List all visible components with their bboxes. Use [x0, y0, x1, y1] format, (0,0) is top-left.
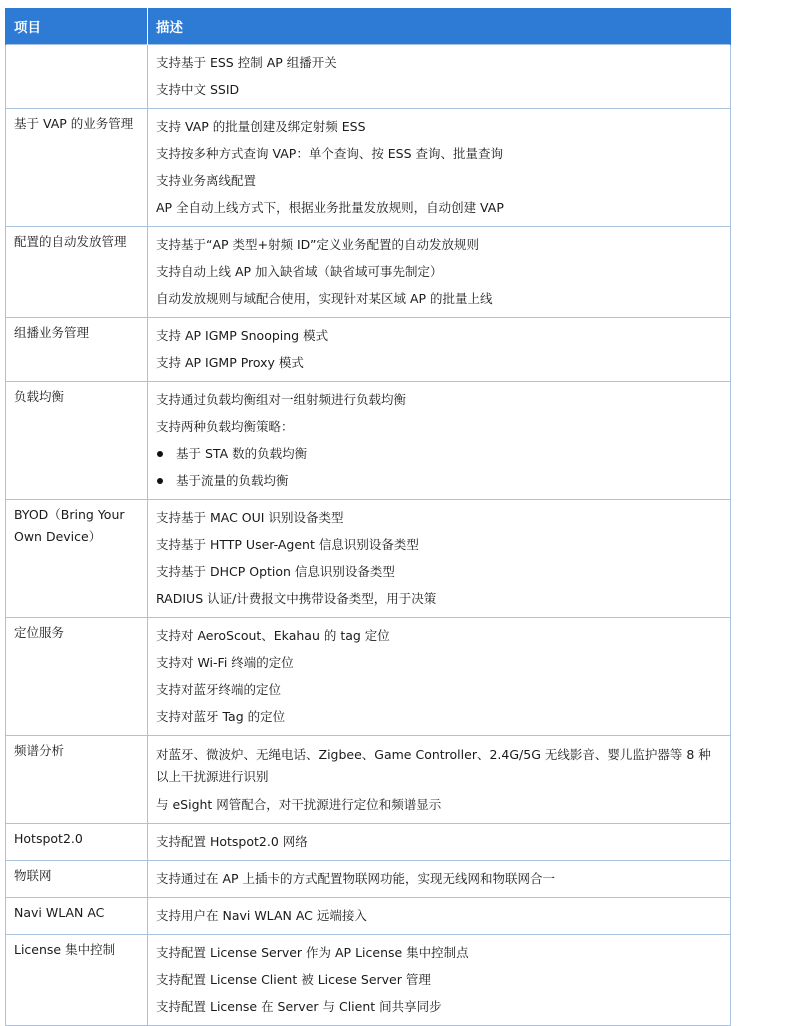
item-cell: 基于 VAP 的业务管理 — [6, 109, 148, 227]
table-row — [6, 736, 731, 824]
description-text: 支持对蓝牙 Tag 的定位 — [156, 709, 286, 724]
item-cell: Navi WLAN AC — [6, 898, 148, 935]
table-row — [6, 618, 731, 736]
item-cell: 负载均衡 — [6, 382, 148, 500]
description-text: 支持 AP IGMP Proxy 模式 — [156, 355, 304, 370]
table-row — [6, 227, 731, 318]
description-text: 支持基于 HTTP User-Agent 信息识别设备类型 — [156, 537, 419, 552]
description-text: 支持用户在 Navi WLAN AC 远端接入 — [156, 908, 367, 923]
item-cell: 组播业务管理 — [6, 318, 148, 382]
description-line — [156, 791, 722, 818]
description-line — [156, 703, 722, 730]
table-row — [6, 824, 731, 861]
description-cell — [148, 500, 731, 618]
table-row — [6, 45, 731, 109]
description-line — [156, 740, 722, 791]
column-header-item: 项目 — [6, 8, 148, 45]
description-text: 对蓝牙、微波炉、无绳电话、Zigbee、Game Controller、2.4G/5G 无线影音、婴儿监护器等 8 种以上干扰源进行识别 — [156, 747, 711, 784]
description-line — [156, 413, 722, 440]
description-text: 支持两种负载均衡策略： — [156, 419, 294, 434]
description-line — [156, 167, 722, 194]
item-cell — [6, 45, 148, 109]
item-cell: 频谱分析 — [6, 736, 148, 824]
item-cell: License 集中控制 — [6, 935, 148, 1026]
description-text: 支持基于 DHCP Option 信息识别设备类型 — [156, 564, 395, 579]
description-text: 支持基于 ESS 控制 AP 组播开关 — [156, 55, 337, 70]
description-text: AP 全自动上线方式下，根据业务批量发放规则，自动创建 VAP — [156, 200, 504, 215]
description-line — [156, 140, 722, 167]
description-line — [156, 531, 722, 558]
item-cell: 物联网 — [6, 861, 148, 898]
table-row — [6, 935, 731, 1026]
table-row — [6, 500, 731, 618]
description-cell — [148, 898, 731, 935]
description-text: 支持通过在 AP 上插卡的方式配置物联网功能，实现无线网和物联网合一 — [156, 871, 556, 886]
table-body — [6, 45, 731, 1026]
description-text: 支持自动上线 AP 加入缺省域（缺省域可事先制定） — [156, 264, 443, 279]
table-row — [6, 318, 731, 382]
description-text: 支持配置 License Client 被 Licese Server 管理 — [156, 972, 431, 987]
description-cell — [148, 382, 731, 500]
description-text: 自动发放规则与域配合使用，实现针对某区域 AP 的批量上线 — [156, 291, 493, 306]
description-text: 支持按多种方式查询 VAP：单个查询、按 ESS 查询、批量查询 — [156, 146, 504, 161]
description-text: 支持 AP IGMP Snooping 模式 — [156, 328, 329, 343]
bullet-item — [156, 467, 722, 494]
description-line — [156, 622, 722, 649]
description-cell — [148, 618, 731, 736]
table-header-row — [6, 8, 731, 45]
item-cell: Hotspot2.0 — [6, 824, 148, 861]
description-line — [156, 49, 722, 76]
item-cell: BYOD（Bring Your Own Device） — [6, 500, 148, 618]
description-line — [156, 865, 722, 892]
description-line — [156, 504, 722, 531]
description-line — [156, 649, 722, 676]
bullet-dot-icon — [157, 451, 163, 457]
description-text: 支持通过负载均衡组对一组射频进行负载均衡 — [156, 392, 407, 407]
description-line — [156, 113, 722, 140]
description-text: 支持业务离线配置 — [156, 173, 257, 188]
bullet-dot-icon — [157, 478, 163, 484]
description-cell — [148, 318, 731, 382]
description-text: 支持对 AeroScout、Ekahau 的 tag 定位 — [156, 628, 390, 643]
description-text: 支持基于“AP 类型+射频 ID”定义业务配置的自动发放规则 — [156, 237, 479, 252]
description-line — [156, 386, 722, 413]
description-line — [156, 285, 722, 312]
description-line — [156, 902, 722, 929]
description-text: 支持配置 Hotspot2.0 网络 — [156, 834, 308, 849]
description-line — [156, 558, 722, 585]
table-row — [6, 861, 731, 898]
description-line — [156, 76, 722, 103]
description-line — [156, 676, 722, 703]
description-cell — [148, 824, 731, 861]
item-cell: 定位服务 — [6, 618, 148, 736]
table-row — [6, 109, 731, 227]
description-text: 基于 STA 数的负载均衡 — [176, 446, 308, 461]
description-cell — [148, 861, 731, 898]
description-text: 支持配置 License Server 作为 AP License 集中控制点 — [156, 945, 469, 960]
feature-spec-table — [5, 8, 731, 1026]
description-text: 支持对 Wi-Fi 终端的定位 — [156, 655, 294, 670]
description-cell — [148, 45, 731, 109]
description-cell — [148, 227, 731, 318]
description-line — [156, 349, 722, 376]
description-line — [156, 231, 722, 258]
description-text: 支持对蓝牙终端的定位 — [156, 682, 282, 697]
item-cell: 配置的自动发放管理 — [6, 227, 148, 318]
description-text: 支持 VAP 的批量创建及绑定射频 ESS — [156, 119, 366, 134]
description-line — [156, 585, 722, 612]
description-cell — [148, 935, 731, 1026]
description-text: 支持基于 MAC OUI 识别设备类型 — [156, 510, 344, 525]
description-line — [156, 828, 722, 855]
table-row — [6, 898, 731, 935]
description-cell — [148, 109, 731, 227]
table-row — [6, 382, 731, 500]
description-line — [156, 194, 722, 221]
description-text: 与 eSight 网管配合，对干扰源进行定位和频谱显示 — [156, 797, 442, 812]
description-text: 支持中文 SSID — [156, 82, 240, 97]
description-text: 支持配置 License 在 Server 与 Client 间共享同步 — [156, 999, 442, 1014]
description-line — [156, 939, 722, 966]
column-header-description: 描述 — [148, 8, 731, 45]
description-line — [156, 322, 722, 349]
bullet-item — [156, 440, 722, 467]
description-line — [156, 258, 722, 285]
description-text: 基于流量的负载均衡 — [176, 473, 289, 488]
description-line — [156, 966, 722, 993]
description-line — [156, 993, 722, 1020]
description-cell — [148, 736, 731, 824]
description-text: RADIUS 认证/计费报文中携带设备类型，用于决策 — [156, 591, 437, 606]
